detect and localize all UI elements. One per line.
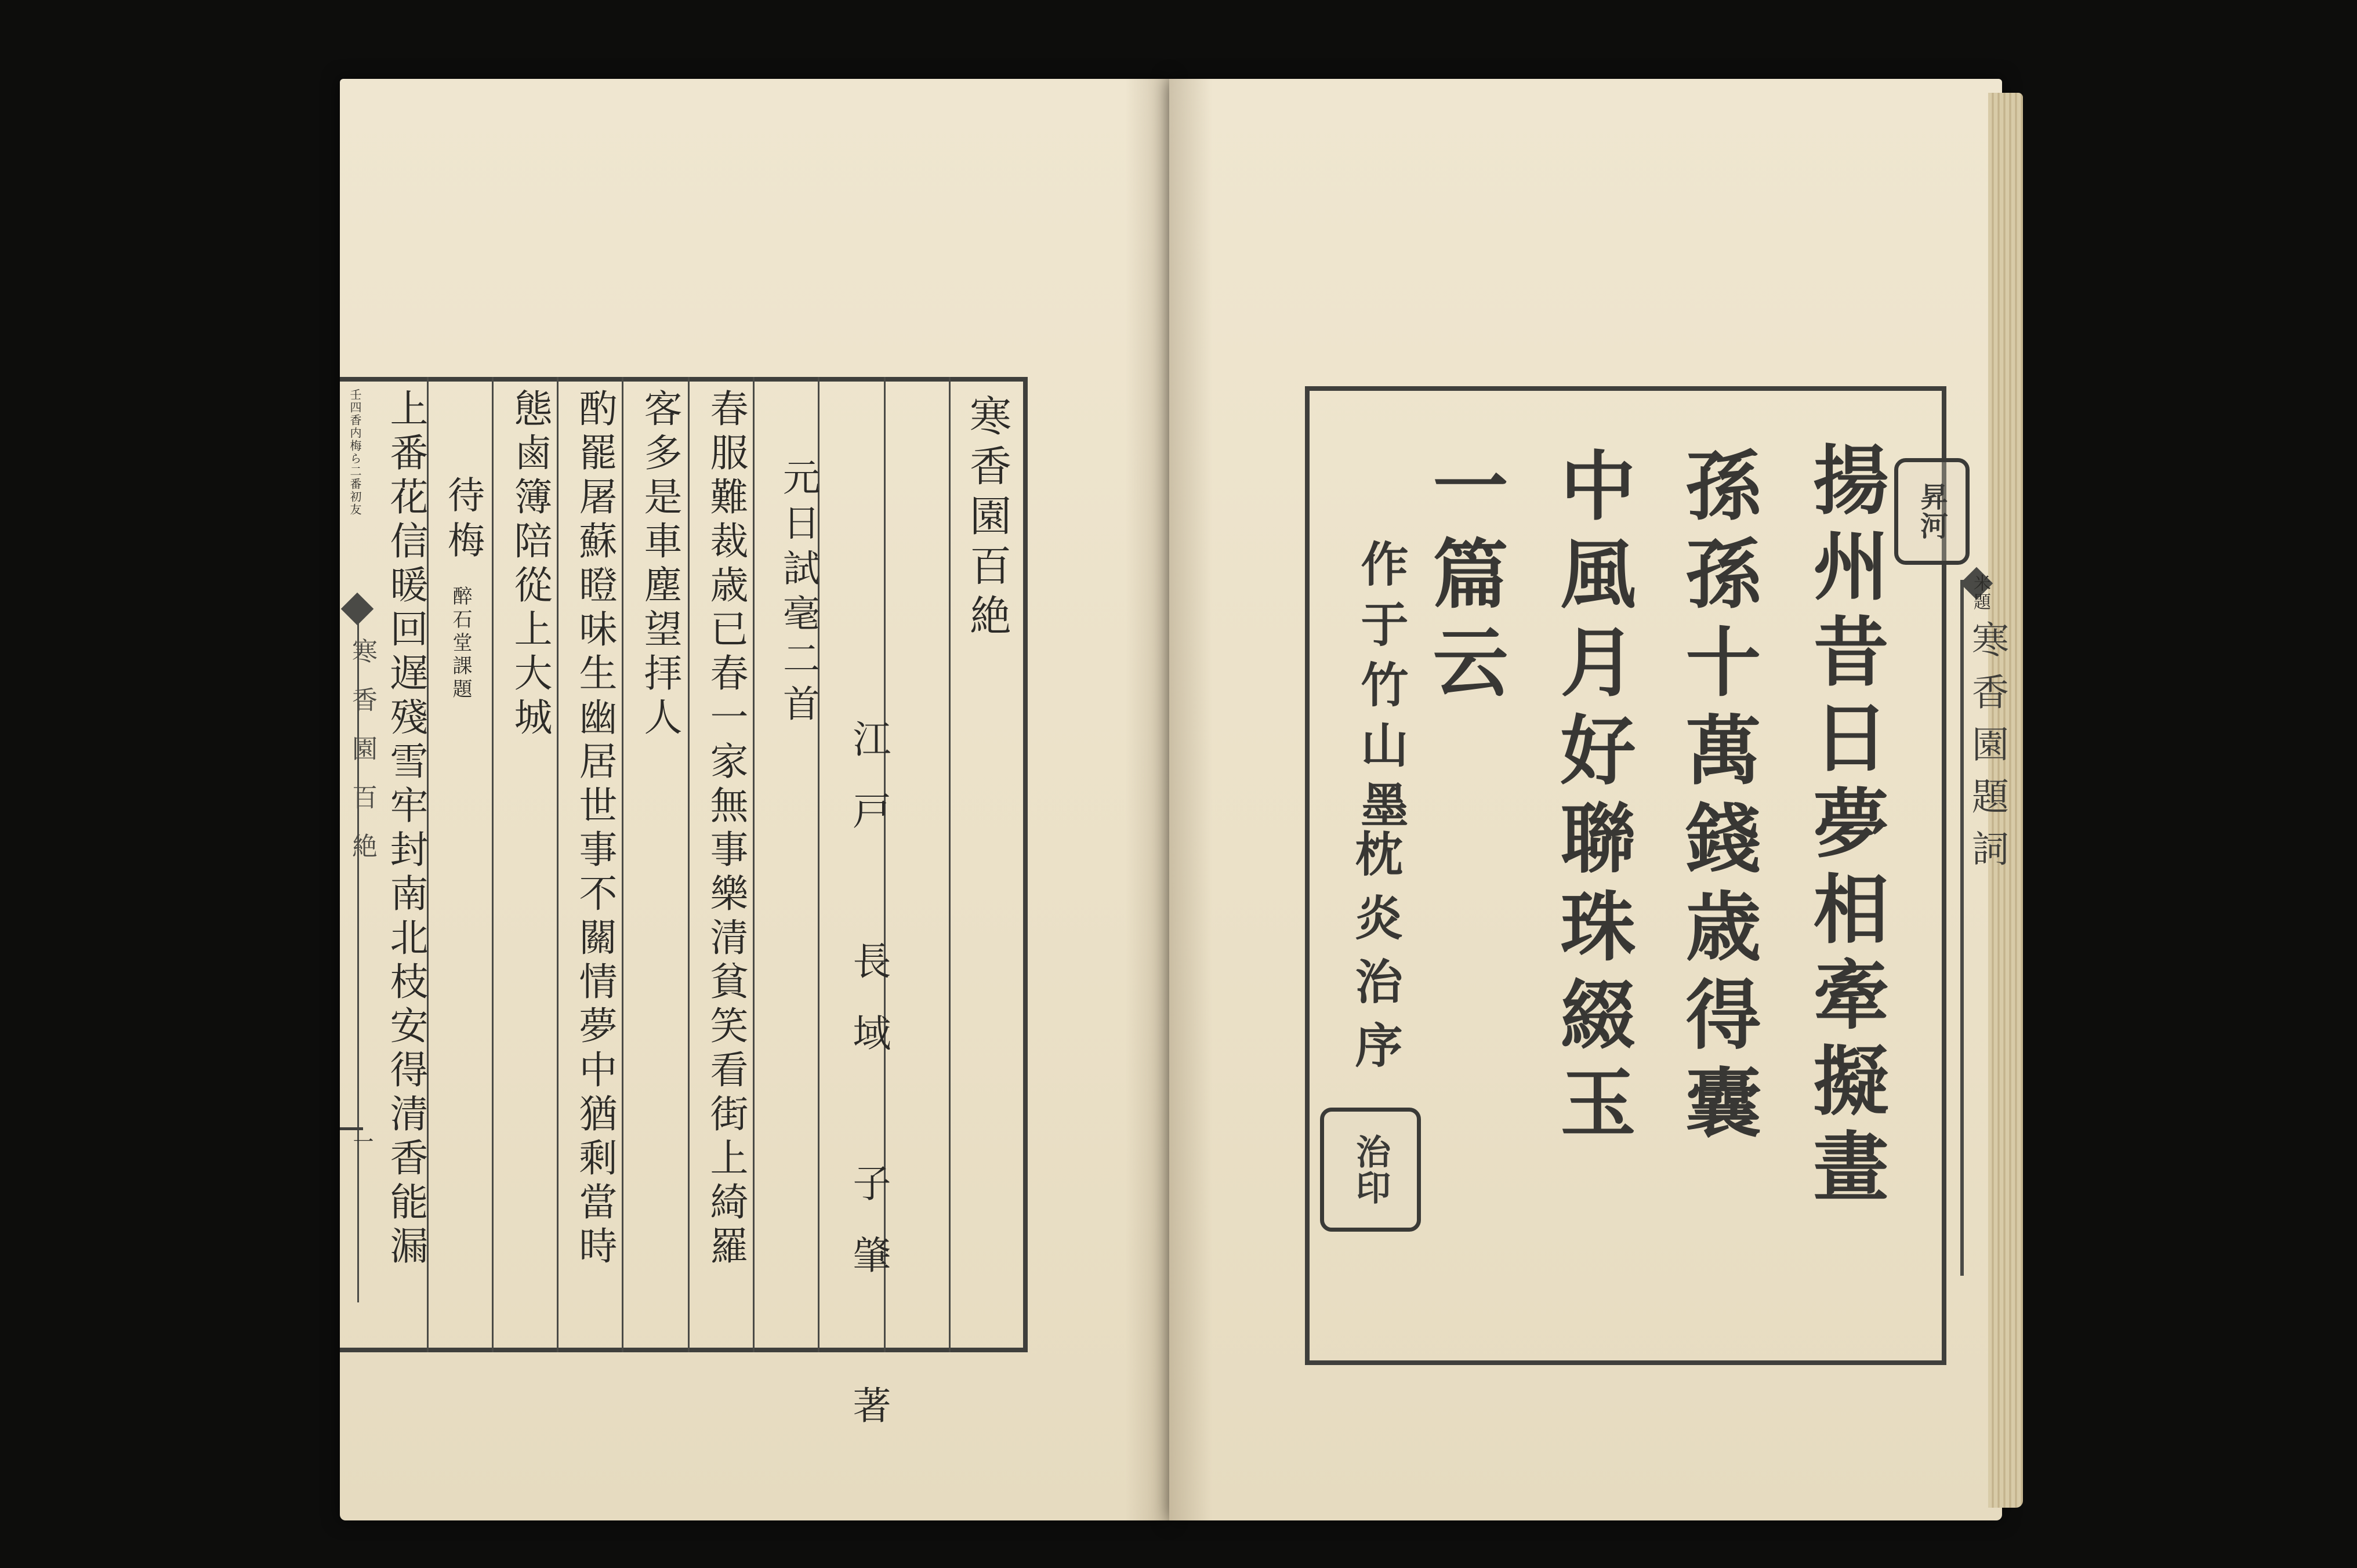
- folio-rule: [340, 1127, 363, 1130]
- signature-col2: 枕炎治序: [1348, 829, 1401, 1084]
- poem3-title: 待梅: [441, 476, 484, 566]
- seal-stamp-bottom: 治印: [1320, 1108, 1421, 1232]
- poem3-note: 醉石堂課題: [449, 586, 472, 702]
- margin-label-left: 寒香園百絶: [347, 638, 377, 881]
- column-rule: [688, 377, 690, 1352]
- margin-small-right: 米題: [1970, 574, 1990, 611]
- poem1-line2: 客多是車塵望拝人: [637, 389, 682, 741]
- column-rule: [492, 377, 494, 1352]
- calligraphy-col4: 一篇云: [1422, 447, 1505, 711]
- margin-small-left: 壬四香内梅ら二番初友: [348, 389, 362, 516]
- column-rule: [949, 377, 951, 1352]
- signature-col1: 作于竹山墨: [1354, 539, 1407, 841]
- author-line: 江戸 長域 子肇 著: [846, 719, 891, 1457]
- seal-stamp-top: 昇河: [1894, 458, 1970, 565]
- calligraphy-col1: 揚州昔日夢相牽擬畫: [1802, 441, 1885, 1213]
- book-title: 寒香園百絶: [963, 394, 1011, 644]
- book-gutter: [1125, 79, 1212, 1520]
- calligraphy-col3: 中風月好聯珠綴玉: [1549, 447, 1633, 1152]
- poem1-line1: 春服難裁歳已春一家無事樂清貧笑看街上綺羅: [704, 389, 748, 1270]
- calligraphy-col2: 孫孫十萬錢歳得囊: [1674, 447, 1758, 1152]
- poem2-line2: 態鹵簿陪從上大城: [507, 389, 552, 741]
- folio-number: 一: [350, 1131, 374, 1152]
- margin-label-right: 寒香園題詞: [1966, 620, 2008, 881]
- poem1-title: 元日試毫二首: [777, 458, 819, 729]
- poem2-line1: 酌罷屠蘇瞪味生幽居世事不關情夢中猶剩當時: [572, 389, 617, 1270]
- poem3-line1: 上番花信暖回遅殘雪牢封南北枝安得清香能漏: [383, 389, 428, 1270]
